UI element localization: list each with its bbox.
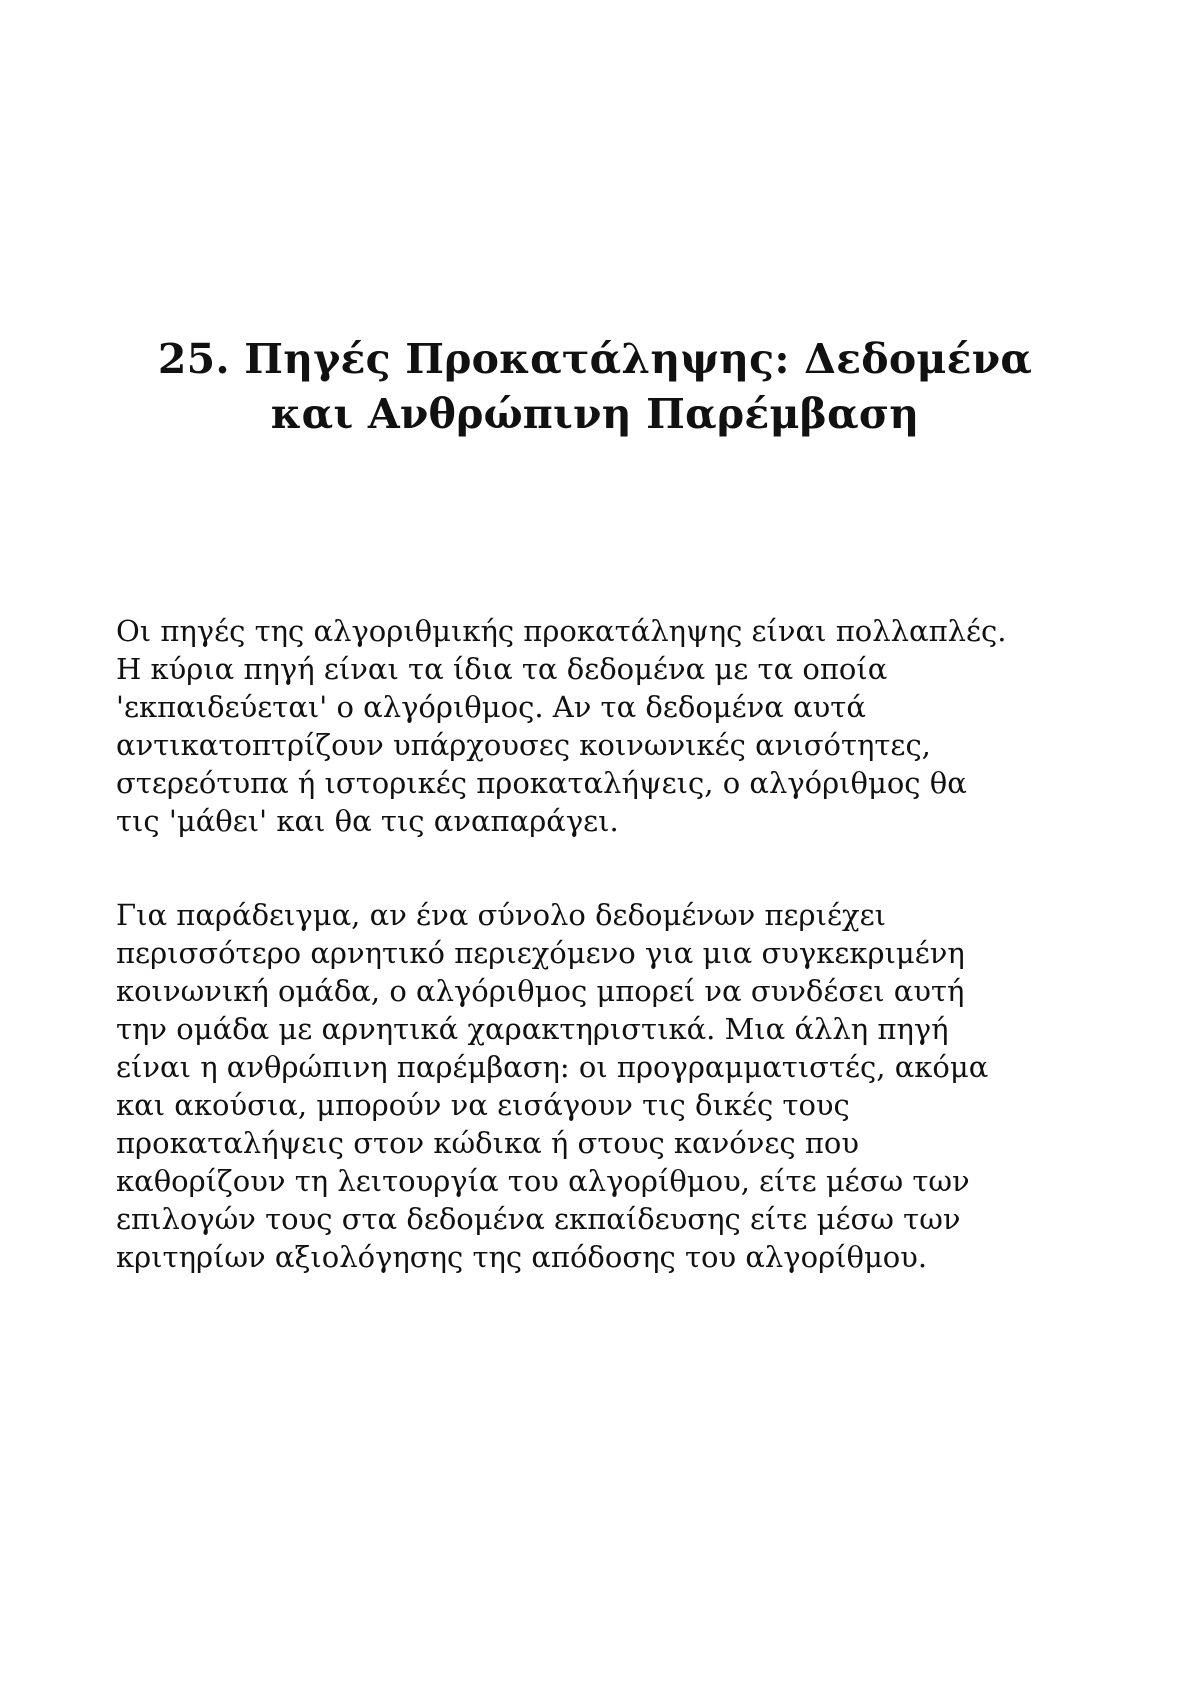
document-body (116, 612, 1096, 1332)
text-line: είναι η ανθρώπινη παρέμβαση: οι προγραμματιστές, ακόμα (116, 1050, 989, 1084)
text-line: Για παράδειγμα, αν ένα σύνολο δεδομένων περιέχει (116, 898, 886, 932)
text-line: προκαταλήψεις στον κώδικα ή στους κανόνες που (116, 1126, 859, 1160)
title-line: 25. Πηγές Προκατάληψης: Δεδομένα (157, 335, 1033, 383)
text-line: 'εκπαιδεύεται' ο αλγόριθμος. Αν τα δεδομένα αυτά (116, 690, 866, 724)
text-line: και ακούσια, μπορούν να εισάγουν τις δικές τους (116, 1088, 850, 1122)
text-line: καθορίζουν τη λειτουργία του αλγορίθμου, είτε μέσω των (116, 1164, 970, 1198)
text-line: επιλογών τους στα δεδομένα εκπαίδευσης είτε μέσω των (116, 1202, 961, 1236)
paragraph-example (116, 896, 1096, 1276)
text-line: την ομάδα με αρνητικά χαρακτηριστικά. Μια άλλη πηγή (116, 1012, 949, 1046)
text-line: στερεότυπα ή ιστορικές προκαταλήψεις, ο αλγόριθμος θα (116, 766, 967, 800)
paragraph-sources (116, 612, 1096, 840)
text-line: Οι πηγές της αλγοριθμικής προκατάληψης είναι πολλαπλές. (116, 614, 1007, 648)
title-line: και Ανθρώπινη Παρέμβαση (270, 390, 920, 438)
text-line: τις 'μάθει' και θα τις αναπαράγει. (116, 804, 619, 838)
text-line: Η κύρια πηγή είναι τα ίδια τα δεδομένα με τα οποία (116, 652, 888, 686)
page-title (110, 332, 1080, 442)
text-line: περισσότερο αρνητικό περιεχόμενο για μια συγκεκριμένη (116, 936, 965, 970)
text-line: κριτηρίων αξιολόγησης της απόδοσης του αλγορίθμου. (116, 1240, 928, 1274)
text-line: κοινωνική ομάδα, ο αλγόριθμος μπορεί να συνδέσει αυτή (116, 974, 965, 1008)
text-line: αντικατοπτρίζουν υπάρχουσες κοινωνικές ανισότητες, (116, 728, 931, 762)
